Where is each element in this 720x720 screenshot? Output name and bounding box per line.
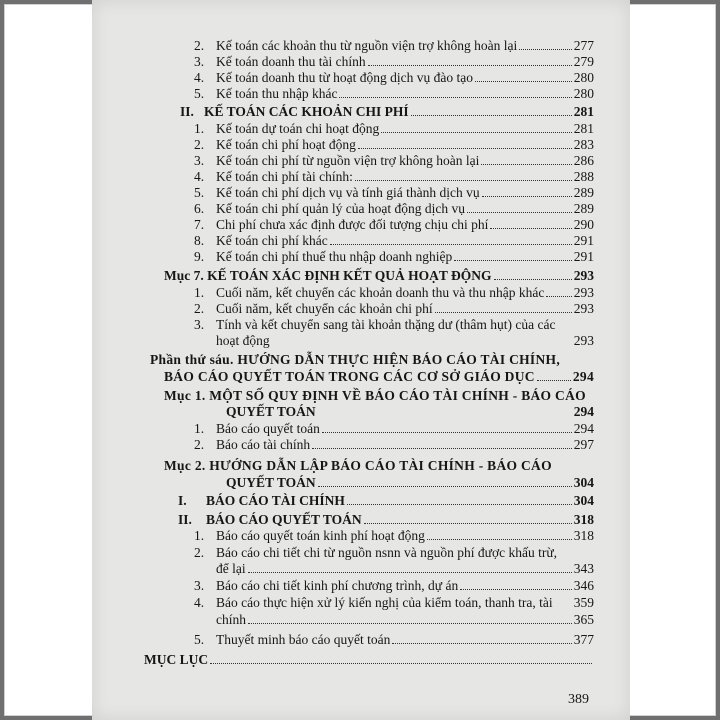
toc-entry-page: 359 xyxy=(573,595,594,610)
toc-entry xyxy=(194,233,594,249)
toc-entry-page: 281 xyxy=(573,104,594,119)
toc-part-heading-cont xyxy=(164,369,594,385)
toc-entry-title: Mục 2. HƯỚNG DẪN LẬP BÁO CÁO TÀI CHÍNH - BÁO CÁO xyxy=(164,458,552,473)
toc-entry-page: 281 xyxy=(573,121,594,136)
toc-entry-title: Kế toán chi phí quản lý của hoạt động dịch vụ xyxy=(216,201,465,216)
toc-section-heading xyxy=(164,458,594,474)
toc-entry-number: 1. xyxy=(194,528,205,543)
toc-entry xyxy=(194,595,594,611)
toc-entry-page: 289 xyxy=(573,201,594,216)
toc-entry-page: 318 xyxy=(573,528,594,543)
toc-entry-number: 3. xyxy=(194,578,205,593)
leader-dots xyxy=(537,379,571,381)
toc-entry-page: 279 xyxy=(573,54,594,69)
leader-dots xyxy=(481,163,571,165)
leader-dots xyxy=(355,179,572,181)
toc-entry-number: 6. xyxy=(194,201,205,216)
toc-entry-title-cont: để lại xyxy=(216,561,246,576)
toc-entry-number: 1. xyxy=(194,121,205,136)
leader-dots xyxy=(546,295,571,297)
toc-entry-page: 293 xyxy=(573,301,594,316)
toc-entry xyxy=(194,578,594,594)
toc-entry-page: 318 xyxy=(573,512,594,527)
leader-space xyxy=(318,415,572,416)
toc-entry-title: Kế toán thu nhập khác xyxy=(216,86,338,101)
toc-entry xyxy=(194,121,594,137)
toc-entry-page: 277 xyxy=(573,38,594,53)
toc-entry-title: Kế toán chi phí dịch vụ và tính giá thành dịch vụ xyxy=(216,185,480,200)
toc-entry-page: 343 xyxy=(573,561,594,576)
toc-entry-number: 5. xyxy=(194,632,205,647)
toc-entry xyxy=(194,437,594,453)
leader-dots xyxy=(364,522,572,524)
toc-entry-continuation xyxy=(216,612,594,628)
toc-entry-title: Báo cáo thực hiện xử lý kiến nghị của kiểm toán, thanh tra, tài xyxy=(216,595,553,610)
toc-entry-title-cont: BÁO CÁO QUYẾT TOÁN TRONG CÁC CƠ SỞ GIÁO DỤC xyxy=(164,369,535,384)
toc-entry-page: 280 xyxy=(573,70,594,85)
leader-dots xyxy=(358,147,572,149)
leader-dots xyxy=(475,80,572,82)
toc-entry-title: Kế toán chi phí tài chính: xyxy=(216,169,353,184)
toc-entry-page: 293 xyxy=(573,333,594,348)
toc-entry xyxy=(194,86,594,102)
toc-entry xyxy=(194,185,594,201)
toc-entry xyxy=(194,201,594,217)
toc-entry xyxy=(194,249,594,265)
toc-entry xyxy=(194,632,594,648)
toc-entry-title: Kế toán doanh thu từ hoạt động dịch vụ đào tạo xyxy=(216,70,474,85)
toc-entry-title: Kế toán chi phí khác xyxy=(216,233,328,248)
toc-entry-number: 3. xyxy=(194,153,205,168)
leader-dots xyxy=(248,571,572,573)
toc-entry xyxy=(194,217,594,233)
leader-dots xyxy=(312,447,572,449)
toc-section-heading-cont xyxy=(226,475,594,491)
toc-entry-title: BÁO CÁO TÀI CHÍNH xyxy=(206,493,345,508)
toc-entry-title-cont: QUYẾT TOÁN xyxy=(226,475,316,490)
toc-entry-number: 2. xyxy=(194,38,205,53)
leader-dots xyxy=(347,503,572,505)
toc-entry-number: 5. xyxy=(194,185,205,200)
toc-entry-page: 288 xyxy=(573,169,594,184)
toc-section-heading-cont xyxy=(226,404,594,420)
toc-entry-page: 294 xyxy=(573,404,594,419)
toc-entry xyxy=(194,421,594,437)
leader-dots xyxy=(392,642,571,644)
leader-dots xyxy=(411,114,572,116)
book-page xyxy=(92,0,630,720)
leader-dots xyxy=(368,64,572,66)
toc-entry-number: 7. xyxy=(194,217,205,232)
toc-entry xyxy=(194,545,594,561)
toc-entry-title: Cuối năm, kết chuyển các khoản chi phí xyxy=(216,301,433,316)
toc-entry-number: II. xyxy=(178,512,192,527)
toc-entry-page: 289 xyxy=(573,185,594,200)
toc-entry-number: 4. xyxy=(194,595,205,610)
toc-entry-title: Cuối năm, kết chuyển các khoản doanh thu và thu nhập khác xyxy=(216,285,545,300)
toc-section-heading xyxy=(180,104,594,120)
toc-entry xyxy=(194,38,594,54)
leader-dots xyxy=(339,96,571,98)
toc-entry-page: 294 xyxy=(572,369,594,384)
page-number: 389 xyxy=(568,692,589,707)
leader-dots xyxy=(467,211,572,213)
toc-entry-title: Kế toán dự toán chi hoạt động xyxy=(216,121,380,136)
toc-section-heading xyxy=(178,512,594,528)
toc-entry-page: 293 xyxy=(573,285,594,300)
toc-entry-title: Mục 1. MỘT SỐ QUY ĐỊNH VỀ BÁO CÁO TÀI CHÍNH - BÁO CÁO xyxy=(164,388,586,403)
toc-entry-number: II. xyxy=(180,104,194,119)
toc-entry xyxy=(194,54,594,70)
toc-entry-title: Kế toán chi phí thuế thu nhập doanh nghiệp xyxy=(216,249,453,264)
leader-dots xyxy=(460,588,572,590)
toc-section-heading xyxy=(178,493,594,509)
toc-index-heading xyxy=(144,652,594,668)
leader-space xyxy=(555,606,572,607)
toc-entry-title: BÁO CÁO QUYẾT TOÁN xyxy=(206,512,362,527)
toc-entry-number: 2. xyxy=(194,301,205,316)
toc-entry-continuation xyxy=(216,561,594,577)
toc-entry-number: 2. xyxy=(194,437,205,452)
toc-entry-page: 293 xyxy=(573,268,594,283)
toc-entry xyxy=(194,153,594,169)
toc-entry-title: Báo cáo chi tiết chi từ nguồn nsnn và nguồn phí được khấu trừ, xyxy=(216,545,558,560)
toc-entry-number: 1. xyxy=(194,285,205,300)
toc-entry-number: I. xyxy=(178,493,187,508)
toc-entry-title: Báo cáo quyết toán kinh phí hoạt động xyxy=(216,528,425,543)
toc-entry-title: MỤC LỤC xyxy=(144,652,209,667)
leader-dots xyxy=(494,278,572,280)
toc-entry-title-cont: hoạt động xyxy=(216,333,270,348)
toc-entry-page: 290 xyxy=(573,217,594,232)
toc-entry-number: 1. xyxy=(194,421,205,436)
toc-entry-number: 3. xyxy=(194,317,205,332)
toc-entry-number: 3. xyxy=(194,54,205,69)
leader-dots xyxy=(454,259,572,261)
toc-entry xyxy=(194,528,594,544)
toc-section-heading xyxy=(164,388,594,404)
toc-part-heading xyxy=(150,352,594,368)
toc-entry-title: Tính và kết chuyển sang tài khoản thặng dư (thâm hụt) của các xyxy=(216,317,556,332)
toc-entry-page: 283 xyxy=(573,137,594,152)
toc-entry-title: Báo cáo quyết toán xyxy=(216,421,320,436)
toc-entry-title: Báo cáo chi tiết kinh phí chương trình, dự án xyxy=(216,578,459,593)
leader-dots xyxy=(330,243,572,245)
table-of-contents xyxy=(92,0,630,720)
toc-entry-title: Kế toán chi phí từ nguồn viện trợ không hoàn lại xyxy=(216,153,480,168)
leader-dots xyxy=(381,131,571,133)
toc-entry-title: Phần thứ sáu. HƯỚNG DẪN THỰC HIỆN BÁO CÁO TÀI CHÍNH, xyxy=(150,352,561,367)
leader-dots xyxy=(435,311,572,313)
toc-entry-page: 304 xyxy=(573,475,594,490)
leader-dots xyxy=(318,485,572,487)
toc-entry-title-cont: QUYẾT TOÁN xyxy=(226,404,316,419)
leader-dots xyxy=(210,662,592,664)
toc-entry-page: 291 xyxy=(573,249,594,264)
toc-entry-page: 377 xyxy=(573,632,594,647)
toc-entry-title: Kế toán chi phí hoạt động xyxy=(216,137,356,152)
toc-entry xyxy=(194,70,594,86)
toc-entry-title: Mục 7. KẾ TOÁN XÁC ĐỊNH KẾT QUẢ HOẠT ĐỘNG xyxy=(164,268,492,283)
toc-section-heading xyxy=(164,268,594,284)
toc-entry-number: 5. xyxy=(194,86,205,101)
toc-entry-number: 9. xyxy=(194,249,205,264)
toc-entry-page: 365 xyxy=(573,612,594,627)
toc-entry xyxy=(194,137,594,153)
toc-entry-title: Báo cáo tài chính xyxy=(216,437,311,452)
toc-entry-number: 2. xyxy=(194,137,205,152)
toc-entry-page: 346 xyxy=(573,578,594,593)
toc-entry-page: 286 xyxy=(573,153,594,168)
toc-entry-page: 294 xyxy=(573,421,594,436)
toc-entry-number: 2. xyxy=(194,545,205,560)
toc-entry xyxy=(194,317,594,333)
toc-entry-title: Kế toán các khoản thu từ nguồn viện trợ không hoàn lại xyxy=(216,38,518,53)
toc-entry-page: 291 xyxy=(573,233,594,248)
toc-entry-page: 280 xyxy=(573,86,594,101)
toc-entry-continuation xyxy=(216,333,594,349)
leader-dots xyxy=(490,227,571,229)
leader-space xyxy=(272,344,572,345)
toc-entry-number: 4. xyxy=(194,70,205,85)
toc-entry xyxy=(194,285,594,301)
toc-entry-page: 297 xyxy=(573,437,594,452)
toc-entry-title: Thuyết minh báo cáo quyết toán xyxy=(216,632,391,647)
toc-entry xyxy=(194,169,594,185)
toc-entry-title: KẾ TOÁN CÁC KHOẢN CHI PHÍ xyxy=(204,104,409,119)
toc-entry-title: Chi phí chưa xác định được đối tượng chịu chi phí xyxy=(216,217,489,232)
toc-entry-title-cont: chính xyxy=(216,612,246,627)
leader-dots xyxy=(482,195,572,197)
toc-entry-title: Kế toán doanh thu tài chính xyxy=(216,54,366,69)
toc-entry-number: 4. xyxy=(194,169,205,184)
leader-dots xyxy=(427,538,572,540)
toc-entry xyxy=(194,301,594,317)
toc-entry-number: 8. xyxy=(194,233,205,248)
leader-dots xyxy=(248,622,572,624)
leader-dots xyxy=(519,48,571,50)
toc-entry-page: 304 xyxy=(573,493,594,508)
leader-dots xyxy=(322,431,572,433)
